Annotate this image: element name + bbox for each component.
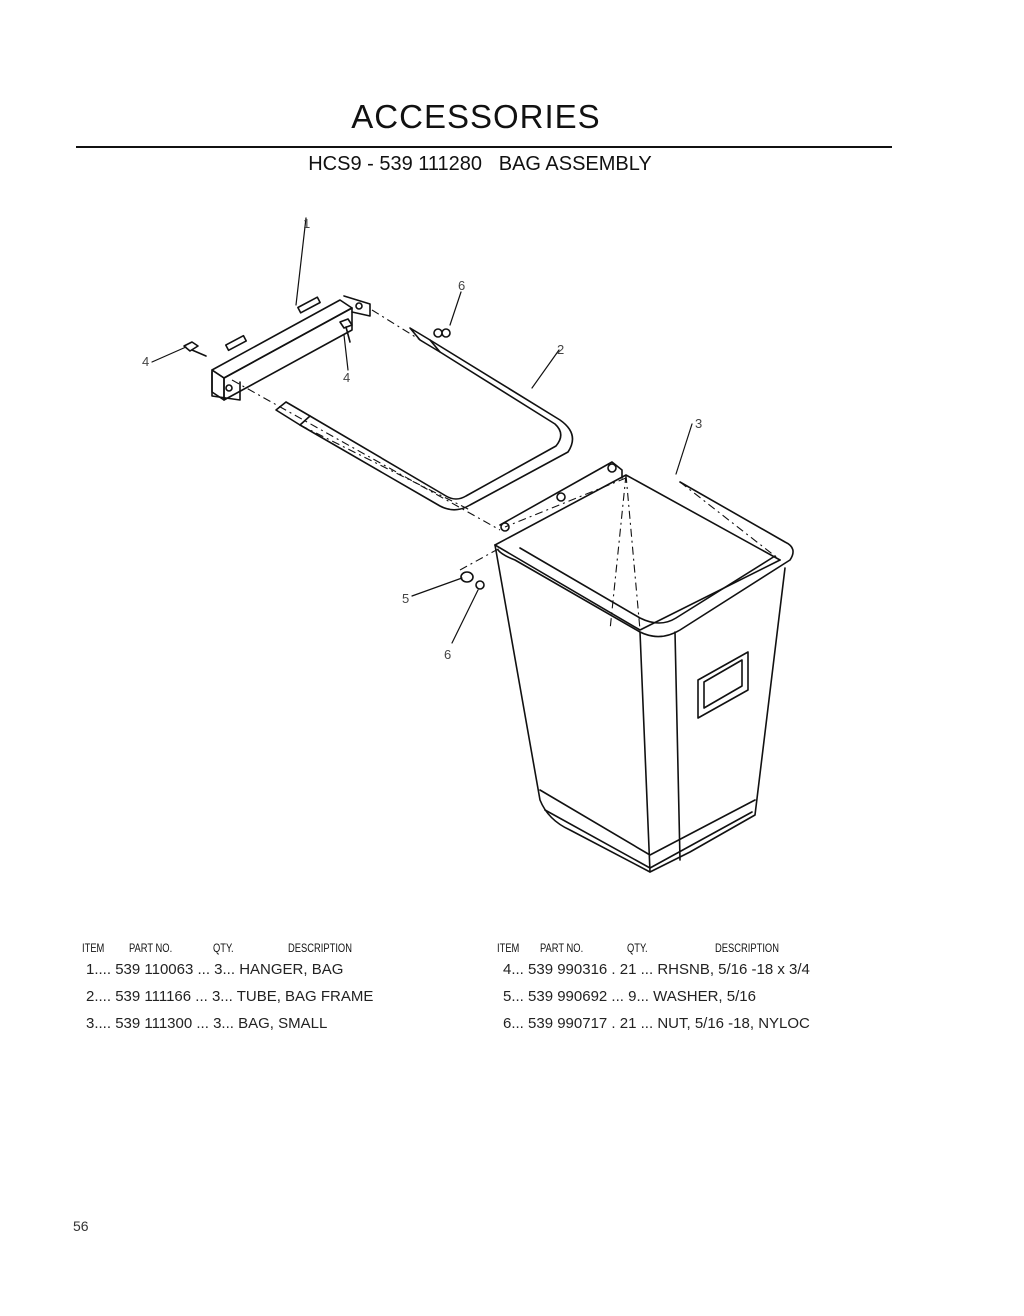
header-description-left: DESCRIPTION: [288, 941, 352, 955]
header-item-right: ITEM: [497, 941, 520, 955]
callout-4-right: 4: [343, 370, 351, 385]
tube-bag-frame-part: [276, 328, 573, 510]
bag-small-part: [495, 462, 793, 872]
table-row: 3.... 539 111300 ... 3... BAG, SMALL: [86, 1015, 328, 1032]
header-qty-left: QTY.: [213, 941, 234, 955]
nut-part: [442, 329, 450, 337]
callout-6-bottom: 6: [444, 647, 452, 662]
header-partno-left: PART NO.: [129, 941, 173, 955]
header-item-left: ITEM: [82, 941, 105, 955]
header-description-right: DESCRIPTION: [715, 941, 779, 955]
page-number: 56: [73, 1218, 89, 1234]
callout-1: 1: [303, 216, 311, 231]
table-row: 1.... 539 110063 ... 3... HANGER, BAG: [86, 961, 344, 978]
callout-4-left: 4: [142, 354, 150, 369]
page-title: ACCESSORIES: [351, 98, 601, 135]
table-row: 4... 539 990316 . 21 ... RHSNB, 5/16 -18 x 3/4: [503, 961, 810, 978]
callout-6-top: 6: [458, 278, 466, 293]
callout-2: 2: [557, 342, 565, 357]
assembly-subtitle: HCS9 - 539 111280 BAG ASSEMBLY: [308, 153, 652, 175]
table-row: 2.... 539 111166 ... 3... TUBE, BAG FRAME: [86, 988, 374, 1005]
header-partno-right: PART NO.: [540, 941, 584, 955]
callout-5: 5: [402, 591, 410, 606]
callout-3: 3: [695, 416, 703, 431]
table-row: 5... 539 990692 ... 9... WASHER, 5/16: [503, 988, 756, 1005]
nut-part-lower: [476, 581, 484, 589]
washer-part: [461, 572, 473, 582]
table-row: 6... 539 990717 . 21 ... NUT, 5/16 -18, NYLOC: [503, 1015, 810, 1032]
header-qty-right: QTY.: [627, 941, 648, 955]
